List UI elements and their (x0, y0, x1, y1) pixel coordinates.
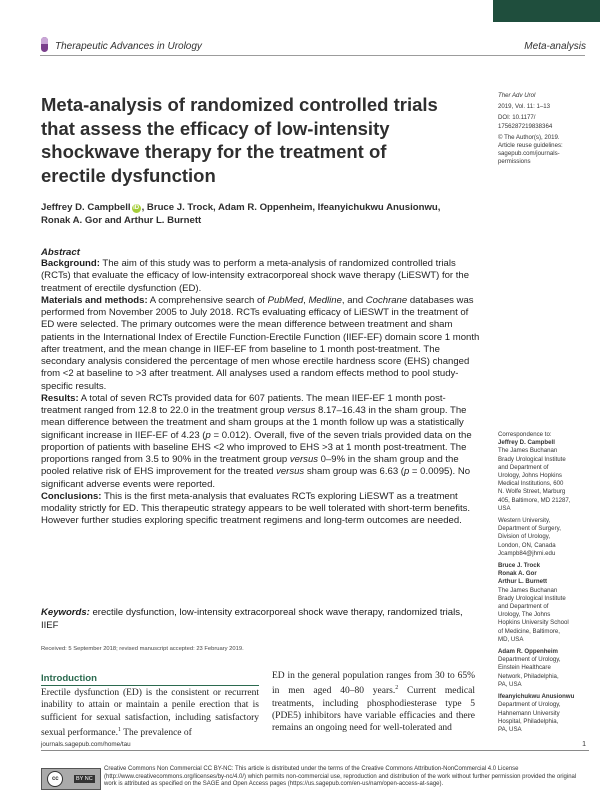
footer-divider (41, 750, 589, 751)
text: versus (276, 466, 305, 478)
text: , and (341, 294, 366, 306)
copyright: © The Author(s), 2019. (498, 133, 560, 141)
address-line: Hospital, Philadelphia, (498, 717, 559, 725)
address-line: Western University, (498, 517, 551, 525)
address-line: Division of Urology, (498, 533, 551, 541)
text: 0–9% in the sham group and the pooled relative risk of EHS improvement for the treated (41, 454, 459, 478)
address-line: PA, USA (498, 680, 522, 688)
text: Cochrane (365, 294, 408, 306)
address-line: Hahnemann University (498, 709, 560, 717)
affil-name: Ifeanyichukwu Anusionwu (498, 693, 575, 701)
affil-name: Arthur L. Burnett (498, 578, 548, 586)
affil-name: Adam R. Oppenheim (498, 648, 558, 656)
address-line: The James Buchanan (498, 447, 558, 455)
cc-label: BY NC (75, 776, 93, 782)
journal-name: Therapeutic Advances in Urology (55, 41, 202, 52)
address-line: and Department of (498, 463, 549, 471)
keywords-label: Keywords: (41, 607, 90, 618)
text: This is the first meta-analysis that evaluates RCTs exploring LiESWT as a treatment modality strictly for ED. This therapeutic strategy appears to be well tolerated with short-term benefits. However further studies exploring specific treatment regimens and long-term outcomes are needed. (41, 490, 471, 527)
address-line: Medical Institutions, 600 (498, 480, 564, 488)
page-number: 1 (582, 741, 586, 748)
correspondence-name: Jeffrey D. Campbell (498, 439, 555, 447)
address-line: Hopkins University School (498, 619, 569, 627)
article-info (498, 92, 590, 167)
journal-logo-icon-top (41, 37, 48, 44)
text: The aim of this study was to perform a meta-analysis of randomized controlled trials (RCTs) that evaluate the efficacy of low-intensity extracorporeal shock wave therapy (LiESWT) for the treatment of erectile dysfunction (ED). (41, 258, 470, 294)
introduction-rule (41, 685, 259, 686)
affil-name: Ronak A. Gor (498, 570, 537, 578)
address-line: London, ON, Canada (498, 541, 556, 549)
introduction-heading: Introduction (41, 673, 97, 684)
text: = 0.012). Overall, five of the seven trials provided data on the proportion of patients with baseline EHS <2 who improved to EHS >3 at 1 month post-treatment. The proportions ranged from 3.5 to 90% in the treatment group (41, 429, 472, 465)
text: A total of seven RCTs provided data for 607 patients. The mean IIEF-EF 1 month post-treatment ranged from 12.8 to 22.0 in the treatment group (41, 392, 446, 416)
text: The prevalence of (121, 727, 192, 738)
address-line: Brady Urological Institute (498, 455, 566, 463)
label: Background: (41, 258, 100, 269)
journal-abbr: Ther Adv Urol (498, 92, 536, 99)
author-line2: Ronak A. Gor and Arthur L. Burnett (41, 215, 202, 226)
article-type: Meta-analysis (524, 41, 586, 52)
article-title: Meta-analysis of randomized controlled trials that assess the efficacy of low-intensity shockwave therapy for the treatment of erectile dysfunction (41, 94, 438, 186)
keywords (41, 607, 481, 632)
text: versus (289, 454, 319, 465)
address-line: Einstein Healthcare (498, 664, 551, 672)
body-column-2 (272, 670, 475, 734)
license-text: Creative Commons Non Commercial CC BY-NC: This article is distributed under the terms of the Creative Commons Attribution-NonCommercial 4.0 License (http://www.creativecommons.org/licenses/by-nc/4.0/) which permits non-commercial use, reproduction and distribution of the work without further permission provided the original work is attributed as specified on the SAGE and Open Access pages (https://us.sagepub.com/en-us/nam/open-access-at-sage). (104, 766, 577, 788)
text: p (403, 466, 410, 478)
author-rest: , Bruce J. Trock, Adam R. Oppenheim, Ifeanyichukwu Anusionwu, (141, 202, 441, 213)
body-column-1 (41, 687, 259, 739)
text: Erectile dysfunction (ED) is the consistent or recurrent inability to attain or maintain a penile erection that is sufficient for sexual satisfaction, including satisfactory sexual performance. (41, 688, 259, 738)
received-dates: Received: 5 September 2018; revised manuscript accepted: 23 February 2019. (41, 646, 244, 652)
address-line: and Department of (498, 603, 549, 611)
label: Conclusions: (41, 490, 102, 502)
reference-link[interactable]: 2 (395, 685, 399, 692)
address-line: of Medicine, Baltimore, (498, 627, 560, 635)
header-divider (40, 55, 585, 56)
correspondence-label: Correspondence to: (498, 431, 552, 438)
correspondence-block (498, 431, 590, 734)
reuse-2[interactable]: sagepub.com/journals- (498, 150, 560, 158)
text: versus (287, 405, 316, 416)
reuse-3[interactable]: permissions (498, 158, 531, 166)
journal-url[interactable]: journals.sagepub.com/home/tau (41, 741, 131, 748)
volume: 2019, Vol. 11: 1–13 (498, 103, 551, 111)
address-line: Department of Urology, (498, 701, 561, 709)
abstract-methods (41, 295, 481, 393)
text: ED in the general population ranges from 30 to 65% in men aged 40–80 years. (272, 671, 475, 697)
label: Results: (41, 392, 79, 404)
text: sham group was 6.63 ( (304, 466, 404, 478)
abstract-background (41, 258, 481, 295)
abstract-conclusions (41, 491, 481, 528)
text: , (303, 294, 309, 306)
text: = 0.0095). No significant adverse events were reported. (41, 466, 471, 490)
text: Current medical treatments, including phosphodiesterase type 5 (PDE5) inhibitors have variable efficacies and there remains an ongoing need for well-tolerated and (272, 686, 475, 734)
author-list (41, 201, 471, 227)
text: 8.17–16.43 in the sham group. The mean difference between the treatment and sham groups at the 1 month follow up was a statistically significant increase in IIEF-EF of 4.23 ( (41, 405, 467, 441)
reference-link[interactable]: 1 (118, 726, 122, 733)
address-line: PA, USA (498, 725, 522, 733)
doi-suffix[interactable]: 1756287219838364 (498, 122, 553, 130)
label: Materials and methods: (41, 294, 148, 306)
address-line: Department of Surgery, (498, 525, 561, 533)
keywords-text: erectile dysfunction, low-intensity extracorporeal shock wave therapy, randomized trials, IIEF (41, 607, 463, 631)
reuse-1: Article reuse guidelines: (498, 142, 563, 150)
address-line: Department of Urology, (498, 656, 561, 664)
text: PubMed (267, 294, 304, 306)
text: databases was performed from November 2005 to July 2018. RCTs evaluating efficacy of LiESWT in the treatment of ED were selected. The primary outcomes were the mean difference between treatment and sham patients in the International Index of Erectile Function-Erectile Function (IIEF-EF) domain score 1 month after treatment, and the mean change in IIEF-EF from baseline to 1 month post-treatment. The secondary analysis considered the percentage of men whose erectile hardness score (EHS) changed from <2 at baseline to >3 after treatment. All analyses used a random effects method to pool study-specific results. (41, 294, 480, 392)
author-first[interactable]: Jeffrey D. Campbell (41, 202, 131, 213)
address-line: MD, USA (498, 635, 524, 643)
address-line: The James Buchanan (498, 586, 558, 594)
journal-color-tab (493, 0, 600, 22)
cc-license-badge[interactable] (41, 768, 101, 790)
address-line: Brady Urological Institute (498, 594, 566, 602)
affil-name: Bruce J. Trock (498, 562, 540, 570)
doi-prefix[interactable]: DOI: 10.1177/ (498, 114, 536, 122)
address-line: 405, Baltimore, MD 21287, (498, 496, 571, 504)
text: p (205, 429, 211, 441)
address-line: N. Wolfe Street, Marburg (498, 488, 566, 496)
address-line: Urology, Johns Hopkins (498, 472, 562, 480)
address-line: Urology, The Johns (498, 611, 551, 619)
cc-icon: cc (47, 771, 63, 787)
abstract-heading: Abstract (41, 247, 80, 258)
orcid-icon[interactable]: iD (133, 205, 140, 211)
address-line: Network, Philadelphia, (498, 672, 559, 680)
abstract-results (41, 393, 481, 491)
email-link[interactable]: Jcampb84@jhmi.edu (498, 549, 556, 557)
abstract-body (41, 258, 481, 528)
address-line: USA (498, 504, 511, 512)
text: Medline (308, 294, 342, 306)
text: A comprehensive search of (147, 294, 268, 306)
